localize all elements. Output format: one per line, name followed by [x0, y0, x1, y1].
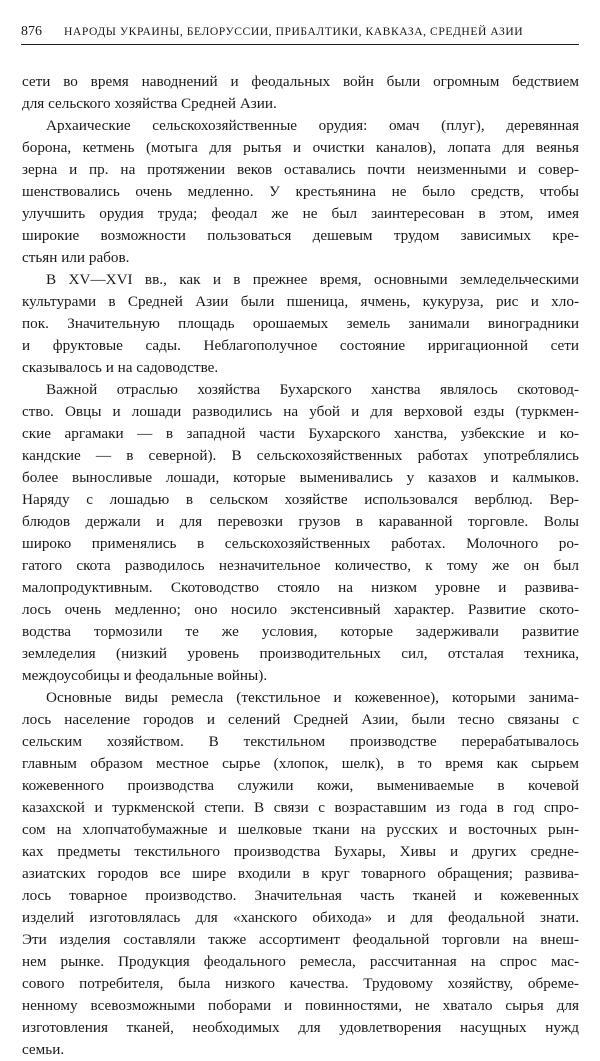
running-title: НАРОДЫ УКРАИНЫ, БЕЛОРУССИИ, ПРИБАЛТИКИ, КАВКАЗА, СРЕДНЕЙ АЗИИ	[64, 25, 524, 38]
text-line: изделий изготовлялась для «ханского обихода» и для феодальной знати.	[22, 909, 579, 926]
text-line: сельским хозяйством. В текстильном производстве перерабатывалось	[22, 733, 579, 750]
text-line: гатого скота разводилось незначительное количество, к тому же он был	[22, 557, 579, 574]
text-line: ках предметы текстильного производства Бухары, Хивы и других средне-	[22, 843, 579, 860]
text-line: лось население городов и селений Средней Азии, были тесно связаны с	[22, 711, 579, 728]
running-header	[21, 20, 579, 45]
text-line: ство. Овцы и лошади разводились на убой и для верховой езды (туркмен-	[22, 403, 579, 420]
text-line: ские аргамаки — в западной части Бухарского ханства, узбекские и ко-	[22, 425, 579, 442]
text-line: земледелия (низкий уровень производительных сил, отсталая техника,	[22, 645, 579, 662]
text-line: главным образом местное сырье (хлопок, шелк), в то время как сырьем	[22, 755, 579, 772]
text-line: В XV—XVI вв., как и в прежнее время, основными земледельческими	[46, 271, 579, 288]
text-line: блюдов держали и для перевозки грузов в караванной торговле. Волы	[22, 513, 579, 530]
text-line: водства тормозили те же условия, которые задерживали развитие	[22, 623, 579, 640]
page-number: 876	[21, 24, 42, 39]
text-line: лось очень медленно; оно носило экстенсивный характер. Развитие ското-	[22, 601, 579, 618]
text-line: Наряду с лошадью в сельском хозяйстве использовался верблюд. Вер-	[22, 491, 579, 508]
text-line: ненному всевозможными поборами и повинностями, не хватало сырья для	[22, 997, 579, 1014]
text-line: и фруктовые сады. Неблагополучное состояние ирригационной сети	[22, 337, 579, 354]
text-line: междоусобицы и феодальные войны).	[22, 667, 268, 684]
text-line: Важной отраслью хозяйства Бухарского ханства являлось скотовод-	[46, 381, 579, 398]
paragraph	[22, 379, 579, 687]
text-line: культурами в Средней Азии были пшеница, ячмень, кукуруза, рис и хло-	[22, 293, 579, 310]
text-line: казахской и туркменской степи. В связи с возраставшим из года в год спро-	[22, 799, 579, 816]
text-line: сом на хлопчатобумажные и шелковые ткани на русских и восточных рын-	[22, 821, 579, 838]
text-line: изготовления тканей, необходимых для удовлетворения насущных нужд	[22, 1019, 579, 1036]
text-line: широкие возможности пользоваться дешевым трудом зависимых кре-	[22, 227, 579, 244]
text-line: кожевенного производства служили кожи, вымениваемые в кочевой	[22, 777, 579, 794]
text-line: более выносливые лошади, которые выменивались у казахов и калмыков.	[22, 469, 579, 486]
text-line: лось товарное производство. Значительная часть тканей и кожевенных	[22, 887, 579, 904]
text-line: кандские — в северной). В сельскохозяйственных работах употреблялись	[22, 447, 579, 464]
text-line: зерна и пр. на протяжении веков оставались почти неизменными и совер-	[22, 161, 579, 178]
text-line: малопродуктивным. Скотоводство стояло на низком уровне и развива-	[22, 579, 579, 596]
paragraph	[22, 269, 579, 379]
text-line: Эти изделия составляли также ассортимент феодальной торговли на внеш-	[22, 931, 579, 948]
text-line: нем рынке. Продукция феодального ремесла, рассчитанная на спрос мас-	[22, 953, 579, 970]
page-body	[22, 71, 579, 1061]
text-line: Основные виды ремесла (текстильное и кожевенное), которыми занима-	[46, 689, 579, 706]
paragraph	[22, 687, 579, 1061]
text-line: сового потребителя, была низкого качества. Трудовому хозяйству, обреме-	[22, 975, 579, 992]
text-line: широко применялись в сельскохозяйственных работах. Молочного ро-	[22, 535, 579, 552]
text-line: стьян или рабов.	[22, 249, 130, 266]
text-line: Архаические сельскохозяйственные орудия: омач (плуг), деревянная	[46, 117, 579, 134]
paragraph	[22, 71, 579, 115]
text-line: пок. Значительную площадь орошаемых земель занимали виноградники	[22, 315, 579, 332]
text-line: борона, кетмень (мотыга для рытья и очистки каналов), лопата для веянья	[22, 139, 579, 156]
text-line: семьи.	[22, 1041, 65, 1058]
paragraph	[22, 115, 579, 269]
text-line: азиатских городов все шире входили в круг товарного обращения; развива-	[22, 865, 579, 882]
text-line: улучшить орудия труда; феодал же не был заинтересован в этом, имея	[22, 205, 579, 222]
text-line: шенствовались очень медленно. У крестьянина не было средств, чтобы	[22, 183, 579, 200]
text-line: для сельского хозяйства Средней Азии.	[22, 95, 277, 112]
text-line: сети во время наводнений и феодальных войн были огромным бедствием	[22, 73, 579, 90]
text-line: сказывалось и на садоводстве.	[22, 359, 219, 376]
